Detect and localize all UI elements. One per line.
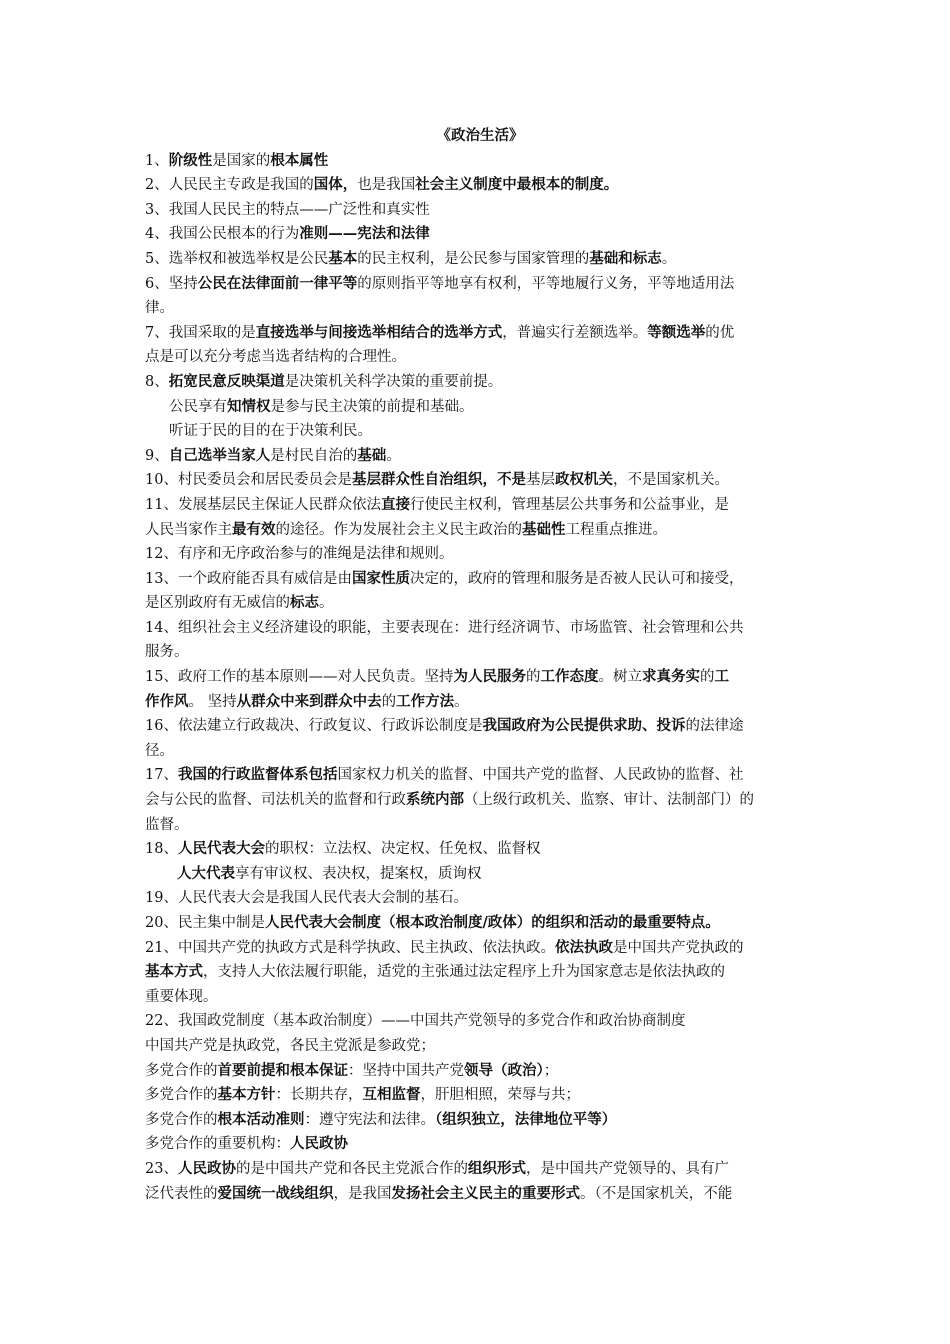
- text-run: ：长期共存，: [275, 1087, 363, 1104]
- text-run: 是决策机关科学决策的重要前提。: [284, 373, 503, 390]
- text-run: 泛代表性的: [145, 1185, 218, 1202]
- text-run: 是村民自治的: [270, 447, 358, 464]
- text-run: 16、依法建立行政裁决、行政复议、行政诉讼制度是: [145, 718, 483, 735]
- text-line: [145, 149, 815, 174]
- text-line: [145, 837, 815, 862]
- text-run: ；: [543, 1062, 559, 1079]
- text-run: 享有审议权、表决权，提案权，质询权: [235, 865, 482, 882]
- bold-text: 最有效: [232, 520, 276, 538]
- bold-text: 公民在法律面前一律平等: [197, 274, 358, 292]
- text-run: 13、一个政府能否具有威信是由: [145, 570, 352, 587]
- bold-text: 求真务实: [641, 668, 700, 686]
- bold-text: 依法执政: [554, 938, 613, 956]
- bold-text: 基本方针: [217, 1086, 276, 1104]
- bold-text: 基础性: [522, 520, 566, 538]
- bold-text: 作作风: [145, 692, 189, 710]
- text-run: 7、我国采取的是: [145, 324, 256, 341]
- text-line: [145, 321, 815, 346]
- text-line: [145, 690, 815, 715]
- bold-text: 基层群众性自治组织，不是: [351, 471, 526, 489]
- bold-text: 互相监督: [362, 1086, 421, 1104]
- text-run: 。: [454, 693, 469, 710]
- text-run: 是国家的: [212, 152, 271, 169]
- bold-text: 人民政协: [290, 1135, 348, 1153]
- text-run: 21、中国共产党的执政方式是科学执政、民主执政、依法执政。: [145, 939, 555, 956]
- text-run: 是中国共产党执政的: [612, 939, 744, 956]
- text-run: 中国共产党是执政党，各民主党派是参政党；: [145, 1037, 435, 1054]
- text-run: 17、: [145, 767, 178, 784]
- text-line: [145, 444, 815, 469]
- bold-text: 领导（政治）: [464, 1061, 544, 1079]
- bold-text: 根本属性: [270, 151, 329, 169]
- bold-text: 首要前提和根本保证: [217, 1061, 348, 1079]
- text-line: [145, 985, 815, 1010]
- text-line: [145, 886, 815, 911]
- text-run: 11、发展基层民主保证人民群众依法: [145, 496, 381, 513]
- text-line: [145, 542, 815, 567]
- text-run: 10、村民委员会和居民委员会是: [145, 472, 352, 489]
- text-line: [145, 616, 815, 641]
- bold-text: 组织形式: [467, 1159, 526, 1177]
- text-run: 的优: [705, 324, 735, 341]
- text-run: 2、人民民主专政是我国的: [145, 177, 314, 194]
- text-run: 12、有序和无序政治参与的准绳是法律和规则。: [145, 546, 454, 563]
- text-line: [145, 665, 815, 690]
- bold-text: 爱国统一战线组织: [217, 1184, 334, 1202]
- text-run: 8、: [145, 373, 169, 390]
- text-run: 律。: [145, 300, 174, 317]
- text-line: [145, 468, 815, 493]
- bold-text: 人民代表大会: [177, 840, 265, 858]
- text-run: ，是中国共产党领导的、具有广: [525, 1160, 729, 1177]
- bold-text: 直接: [380, 495, 410, 513]
- text-line: [145, 714, 815, 739]
- text-line: [145, 567, 815, 592]
- text-run: 的: [699, 669, 715, 686]
- bold-text: 我国的行政监督体系包括: [177, 766, 338, 784]
- bold-text: 工: [714, 668, 729, 686]
- text-run: 。（不是国家机关，不能: [580, 1185, 733, 1202]
- text-run: 是参与民主决策的前提和基础。: [270, 398, 474, 415]
- text-run: 多党合作的: [145, 1087, 218, 1104]
- text-line: [145, 345, 815, 370]
- text-line: [145, 788, 815, 813]
- text-line: [145, 1009, 815, 1034]
- bold-text: 等额选举: [647, 323, 706, 341]
- text-run: 9、: [145, 447, 169, 464]
- text-line: [145, 1182, 815, 1207]
- text-line: [145, 739, 815, 764]
- bold-text: 基本: [328, 249, 358, 267]
- text-run: 15、政府工作的基本原则——对人民负责。坚持: [145, 669, 454, 686]
- text-run: ：坚持中国共产党: [348, 1062, 464, 1079]
- text-run: 18、: [145, 841, 178, 858]
- text-line: [145, 862, 815, 887]
- text-run: 3、我国人民民主的特点——广泛性和真实性: [145, 201, 430, 218]
- text-run: 。: [661, 250, 677, 267]
- text-run: 会与公民的监督、司法机关的监督和行政: [145, 792, 406, 809]
- bold-text: 为人民服务: [453, 668, 526, 686]
- text-run: 服务。: [145, 644, 189, 661]
- text-run: 多党合作的: [145, 1111, 218, 1128]
- text-run: 点是可以充分考虑当选者结构的合理性。: [145, 349, 406, 366]
- text-run: 国家权力机关的监督、中国共产党的监督、人民政协的监督、社: [337, 767, 744, 784]
- text-line: [145, 272, 815, 297]
- text-run: 5、选举权和被选举权是公民: [145, 250, 329, 267]
- bold-text: 工作态度: [540, 668, 599, 686]
- text-run: ，肝胆相照，荣辱与共；: [420, 1087, 580, 1104]
- bold-text: 直接选举与间接选举相结合的选举方式: [255, 323, 503, 341]
- bold-text: 政权机关: [554, 471, 613, 489]
- text-run: 多党合作的: [145, 1062, 218, 1079]
- text-run: 的是中国共产党和各民主党派合作的: [235, 1160, 468, 1177]
- text-run: 22、我国政党制度（基本政治制度）——中国共产党领导的多党合作和政治协商制度: [145, 1013, 686, 1030]
- text-run: ，普遍实行差额选举。: [502, 324, 648, 341]
- text-run: 。 坚持: [188, 693, 237, 710]
- text-run: 6、坚持: [145, 275, 198, 292]
- text-line: [145, 493, 815, 518]
- text-run: 多党合作的重要机构：: [145, 1136, 290, 1153]
- bold-text: 根本活动准则: [217, 1110, 305, 1128]
- text-run: （上级行政机关、监察、审计、法制部门）的: [464, 792, 754, 809]
- document-body: [145, 149, 815, 1207]
- text-run: 也是我国: [357, 177, 416, 194]
- text-run: 听证于民的目的在于决策利民。: [169, 423, 372, 440]
- text-run: ，是我国: [333, 1185, 392, 1202]
- text-run: 是区别政府有无威信的: [145, 595, 290, 612]
- document-title: 《政治生活》: [436, 127, 524, 144]
- text-run: ，不是国家机关。: [612, 472, 729, 489]
- bold-text: 从群众中来到群众中去: [236, 692, 382, 710]
- text-line: [145, 1132, 815, 1157]
- text-run: 的途径。作为发展社会主义民主政治的: [275, 521, 522, 538]
- text-run: 人民当家作主: [145, 521, 232, 538]
- text-line: [145, 960, 815, 985]
- text-line: [145, 640, 815, 665]
- text-line: [145, 1034, 815, 1059]
- text-run: 公民享有: [169, 398, 227, 415]
- bold-text: 我国政府为公民提供求助、投诉: [482, 717, 686, 735]
- text-run: 的法律途: [685, 718, 744, 735]
- text-run: 基层: [525, 472, 555, 489]
- bold-text: 准则——宪法和法律: [299, 225, 430, 243]
- text-run: 的民主权利，是公民参与国家管理的: [357, 250, 590, 267]
- bold-text: 基础和标志: [589, 249, 662, 267]
- text-run: 。树立: [598, 669, 642, 686]
- bold-text: （组织独立，法律地位平等）: [435, 1110, 617, 1128]
- text-line: [145, 173, 815, 198]
- bold-text: 国体，: [313, 176, 358, 194]
- text-run: 的原则指平等地享有权利，平等地履行义务，平等地适用法: [357, 275, 735, 292]
- text-run: 决定的，政府的管理和服务是否被人民认可和接受，: [409, 570, 744, 587]
- bold-text: 人大代表: [177, 864, 235, 882]
- text-run: 4、我国公民根本的行为: [145, 226, 300, 243]
- bold-text: 系统内部: [406, 791, 464, 809]
- text-line: [145, 222, 815, 247]
- text-line: [145, 936, 815, 961]
- bold-text: 人民政协: [177, 1159, 236, 1177]
- bold-text: 社会主义制度中最根本的制度。: [415, 176, 619, 194]
- text-line: [145, 198, 815, 223]
- text-line: [145, 1083, 815, 1108]
- text-line: [145, 1157, 815, 1182]
- text-run: 径。: [145, 742, 174, 759]
- text-run: 的职权：立法权、决定权、任免权、监督权: [264, 841, 541, 858]
- bold-text: 自己选举当家人: [168, 446, 271, 464]
- text-run: 1、: [145, 152, 169, 169]
- text-run: ，支持人大依法履行职能，适党的主张通过法定程序上升为国家意志是依法执政的: [203, 964, 725, 981]
- text-run: 重要体现。: [145, 988, 218, 1005]
- text-line: [145, 419, 815, 444]
- text-line: [145, 1108, 815, 1133]
- text-run: 23、: [145, 1160, 178, 1177]
- bold-text: 工作方法: [396, 692, 455, 710]
- document-page: [145, 124, 815, 1206]
- text-line: [145, 1059, 815, 1084]
- text-run: 20、民主集中制是: [145, 915, 265, 931]
- bold-text: 知情权: [227, 397, 271, 415]
- text-run: 工程重点推进。: [565, 521, 667, 538]
- text-line: [145, 518, 815, 543]
- text-run: ：遵守宪法和法律。: [304, 1111, 435, 1128]
- bold-text: 阶级性: [168, 151, 213, 169]
- bold-text: 拓宽民意反映渠道: [168, 372, 285, 390]
- text-line: [145, 395, 815, 420]
- bold-text: 标志: [290, 594, 319, 612]
- bold-text: 基础: [357, 446, 387, 464]
- text-run: 行使民主权利，管理基层公共事务和公益事业，是: [409, 496, 729, 513]
- text-line: [145, 591, 815, 616]
- bold-text: 国家性质: [351, 569, 410, 587]
- text-line: [145, 296, 815, 321]
- text-line: [145, 763, 815, 788]
- bold-text: 人民代表大会制度（根本政治制度/政体）的组织和活动的最重要特点。: [264, 914, 720, 931]
- bold-text: 基本方式: [145, 963, 203, 981]
- text-line: [145, 911, 815, 936]
- text-line: [145, 247, 815, 272]
- text-line: [145, 370, 815, 395]
- text-run: 。: [386, 447, 401, 464]
- text-run: 14、组织社会主义经济建设的职能，主要表现在：进行经济调节、市场监管、社会管理和公共: [145, 619, 744, 636]
- text-run: 的: [381, 693, 397, 710]
- text-line: [145, 813, 815, 838]
- text-run: 的: [525, 669, 541, 686]
- text-run: 监督。: [145, 816, 189, 833]
- text-run: 19、人民代表大会是我国人民代表大会制的基石。: [145, 890, 468, 907]
- text-run: 。: [319, 595, 334, 612]
- bold-text: 发扬社会主义民主的重要形式: [391, 1184, 580, 1202]
